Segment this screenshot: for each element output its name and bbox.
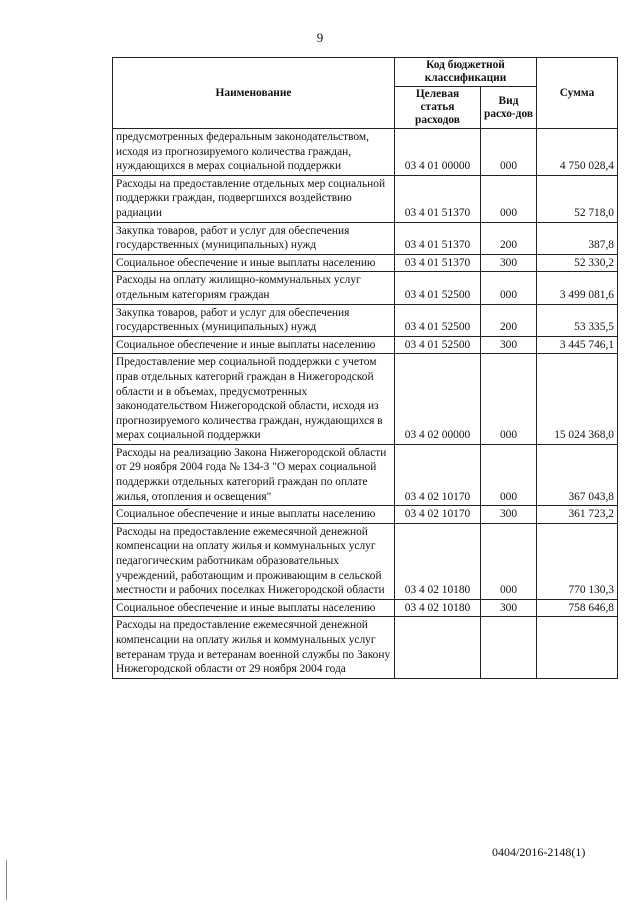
amount-cell: 53 335,5 xyxy=(537,304,618,336)
target-article-cell xyxy=(395,617,481,678)
document-number: 0404/2016-2148(1) xyxy=(492,845,586,859)
target-article-cell: 03 4 02 10170 xyxy=(395,444,481,505)
expense-kind-cell: 000 xyxy=(481,444,537,505)
amount-cell xyxy=(537,617,618,678)
target-article-cell: 03 4 01 00000 xyxy=(395,129,481,176)
amount-cell: 367 043,8 xyxy=(537,444,618,505)
header-name: Наименование xyxy=(113,58,395,129)
name-cell: Закупка товаров, работ и услуг для обеспечения государственных (муниципальных) нужд xyxy=(113,222,395,254)
amount-cell: 361 723,2 xyxy=(537,506,618,524)
amount-cell: 4 750 028,4 xyxy=(537,129,618,176)
table-row xyxy=(113,506,618,524)
target-article-cell: 03 4 01 51370 xyxy=(395,222,481,254)
table-row xyxy=(113,272,618,304)
expense-kind-cell: 000 xyxy=(481,175,537,222)
table-row xyxy=(113,336,618,354)
expense-kind-cell xyxy=(481,617,537,678)
expense-kind-cell: 000 xyxy=(481,523,537,599)
expense-kind-cell: 300 xyxy=(481,336,537,354)
header-target-article: Целевая статья расходов xyxy=(395,87,481,129)
target-article-cell: 03 4 01 52500 xyxy=(395,272,481,304)
name-cell: Предоставление мер социальной поддержки с учетом прав отдельных категорий граждан в Нижегородской области и в объемах, предусмотренных законодательством Нижегородской области, исходя из прогнозируемого количества граждан, нуждающихся в мерах социальной поддержки xyxy=(113,354,395,445)
target-article-cell: 03 4 02 10180 xyxy=(395,599,481,617)
budget-table xyxy=(112,57,618,679)
expense-kind-cell: 000 xyxy=(481,272,537,304)
name-cell: Расходы на реализацию Закона Нижегородской области от 29 ноября 2004 года № 134-З "О мерах социальной поддержки отдельных категорий граждан по оплате жилья, отопления и освещения" xyxy=(113,444,395,505)
expense-kind-cell: 000 xyxy=(481,129,537,176)
target-article-cell: 03 4 01 51370 xyxy=(395,254,481,272)
target-article-cell: 03 4 02 00000 xyxy=(395,354,481,445)
amount-cell: 15 024 368,0 xyxy=(537,354,618,445)
name-cell: Расходы на предоставление отдельных мер социальной поддержки граждан, подвергшихся воздействию радиации xyxy=(113,175,395,222)
amount-cell: 52 330,2 xyxy=(537,254,618,272)
table-row xyxy=(113,444,618,505)
table-row xyxy=(113,222,618,254)
name-cell: предусмотренных федеральным законодательством, исходя из прогнозируемого количества граждан, нуждающихся в мерах социальной поддержки xyxy=(113,129,395,176)
expense-kind-cell: 000 xyxy=(481,354,537,445)
name-cell: Расходы на предоставление ежемесячной денежной компенсации на оплату жилья и коммунальных услуг педагогическим работникам образовательных учреждений, работающим и проживающим в сельской местности и рабочих поселках Нижегородской области xyxy=(113,523,395,599)
scan-edge-mark xyxy=(6,860,7,900)
target-article-cell: 03 4 01 52500 xyxy=(395,336,481,354)
table-row xyxy=(113,354,618,445)
name-cell: Закупка товаров, работ и услуг для обеспечения государственных (муниципальных) нужд xyxy=(113,304,395,336)
table-body xyxy=(113,129,618,679)
name-cell: Социальное обеспечение и иные выплаты населению xyxy=(113,336,395,354)
expense-kind-cell: 300 xyxy=(481,599,537,617)
expense-kind-cell: 200 xyxy=(481,222,537,254)
table-row xyxy=(113,523,618,599)
page-number: 9 xyxy=(316,30,324,45)
name-cell: Расходы на предоставление ежемесячной денежной компенсации на оплату жилья и коммунальных услуг ветеранам труда и ветеранам военной службы по Закону Нижегородской области от 29 ноября 2004 года xyxy=(113,617,395,678)
amount-cell: 3 499 081,6 xyxy=(537,272,618,304)
name-cell: Социальное обеспечение и иные выплаты населению xyxy=(113,254,395,272)
name-cell: Социальное обеспечение и иные выплаты населению xyxy=(113,599,395,617)
amount-cell: 770 130,3 xyxy=(537,523,618,599)
amount-cell: 3 445 746,1 xyxy=(537,336,618,354)
table-row xyxy=(113,617,618,678)
table-row xyxy=(113,175,618,222)
expense-kind-cell: 300 xyxy=(481,506,537,524)
name-cell: Социальное обеспечение и иные выплаты населению xyxy=(113,506,395,524)
header-classification: Код бюджетной классификации xyxy=(395,58,537,87)
table-row xyxy=(113,129,618,176)
expense-kind-cell: 200 xyxy=(481,304,537,336)
target-article-cell: 03 4 01 51370 xyxy=(395,175,481,222)
table-row xyxy=(113,254,618,272)
amount-cell: 52 718,0 xyxy=(537,175,618,222)
target-article-cell: 03 4 01 52500 xyxy=(395,304,481,336)
expense-kind-cell: 300 xyxy=(481,254,537,272)
table-row xyxy=(113,599,618,617)
table-row xyxy=(113,304,618,336)
header-expense-kind: Вид расхо-дов xyxy=(481,87,537,129)
name-cell: Расходы на оплату жилищно-коммунальных услуг отдельным категориям граждан xyxy=(113,272,395,304)
amount-cell: 758 646,8 xyxy=(537,599,618,617)
header-amount: Сумма xyxy=(537,58,618,129)
target-article-cell: 03 4 02 10170 xyxy=(395,506,481,524)
table-header-row xyxy=(113,58,618,87)
target-article-cell: 03 4 02 10180 xyxy=(395,523,481,599)
amount-cell: 387,8 xyxy=(537,222,618,254)
